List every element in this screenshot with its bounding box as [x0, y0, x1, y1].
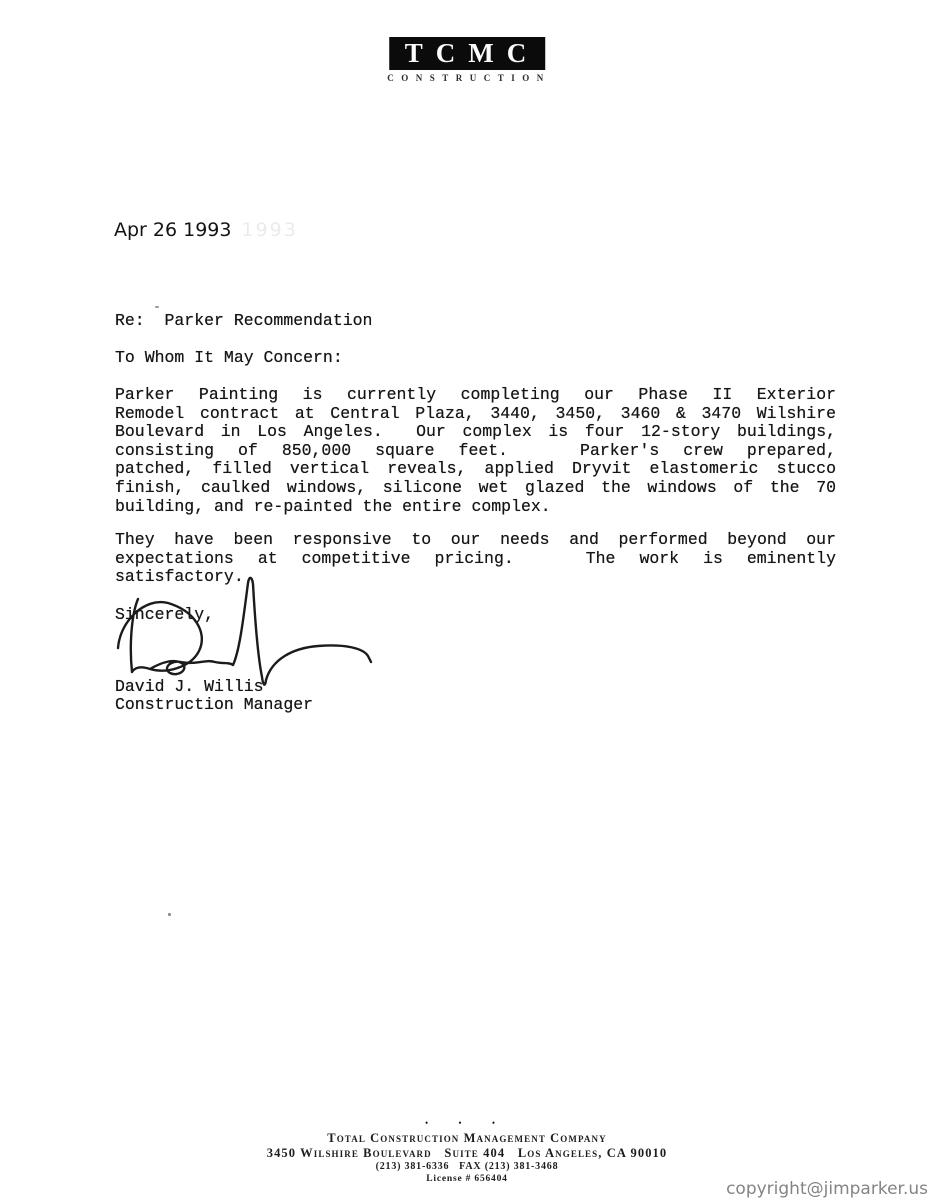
closing-line: Sincerely,: [115, 605, 215, 624]
signer-title: Construction Manager: [115, 695, 314, 714]
body-line: finish, caulked windows, silicone wet glazed the windows of the 70: [115, 477, 836, 497]
date-text: Apr 26 1993: [114, 219, 232, 241]
body-line: Boulevard in Los Angeles. Our complex is four 12-story buildings,: [115, 422, 836, 442]
salutation-line: To Whom It May Concern:: [115, 348, 343, 367]
body-line: They have been responsive to our needs and performed beyond our: [115, 530, 836, 549]
body-line: satisfactory.: [115, 567, 244, 587]
body-line: building, and re-painted the entire complex.: [115, 496, 551, 516]
footer-dots: • • •: [425, 1118, 509, 1128]
date-line: [114, 219, 298, 241]
scan-speck: [168, 913, 171, 916]
logo-subtitle: CONSTRUCTION: [387, 73, 551, 83]
body-paragraph-1: [115, 386, 836, 516]
footer-phone-fax: (213) 381-6336 FAX (213) 381-3468: [375, 1161, 559, 1172]
footer-license-number: License # 656404: [426, 1174, 508, 1184]
body-line: Remodel contract at Central Plaza, 3440, 3450, 3460 & 3470 Wilshire: [115, 403, 836, 423]
signer-name: David J. Willis: [115, 677, 264, 696]
subject-line: Re: Parker Recommendation: [115, 311, 373, 330]
body-line: consisting of 850,000 square feet. Parker's crew prepared,: [115, 440, 836, 460]
footer-company-name: Total Construction Management Company: [327, 1131, 607, 1145]
copyright-watermark: copyright@jimparker.us: [726, 1179, 928, 1199]
body-line: Parker Painting is currently completing our Phase II Exterior: [115, 385, 836, 404]
scan-speck: [155, 306, 159, 308]
logo-wordmark: TCMC: [389, 37, 546, 70]
date-ghost-artifact: 1993: [241, 219, 298, 241]
body-line: patched, filled vertical reveals, applied Dryvit elastomeric stucco: [115, 459, 836, 479]
footer-address: 3450 Wilshire Boulevard Suite 404 Los Angeles, CA 90010: [266, 1146, 668, 1160]
company-logo: [383, 37, 551, 83]
body-line: expectations at competitive pricing. The work is eminently: [115, 548, 836, 568]
